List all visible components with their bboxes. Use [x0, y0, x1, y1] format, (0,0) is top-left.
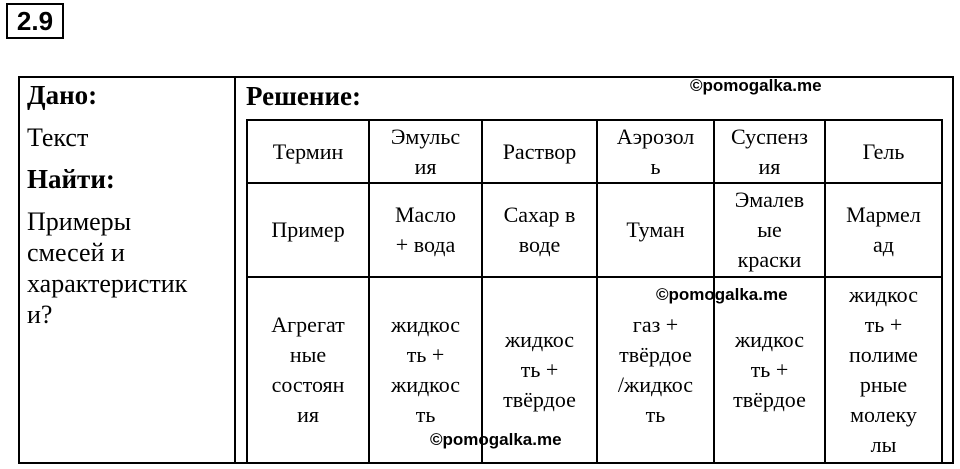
- table-cell: [482, 120, 597, 183]
- table-cell: [597, 183, 714, 277]
- cell-text-line: Эмалев: [734, 187, 805, 212]
- cell-text-line: воде: [518, 232, 561, 257]
- cell-text-line: краски: [737, 247, 802, 272]
- cell-text-line: ия: [297, 402, 319, 427]
- cell-text-line: ть +: [520, 357, 559, 382]
- cell-text-line: твёрдое: [619, 342, 692, 367]
- cell-text-line: Масло: [394, 202, 457, 227]
- table-row-aggregate-state: [247, 277, 942, 463]
- cell-text-line: жидкос: [504, 327, 575, 352]
- cell-text-line: Аэрозол: [616, 123, 695, 149]
- cell-text-line: состоян: [271, 372, 345, 397]
- cell-text-line: ные: [289, 342, 327, 367]
- table-cell: [714, 183, 825, 277]
- cell-text-line: Термин: [272, 138, 344, 164]
- cell-text-line: Туман: [626, 217, 685, 242]
- solution-label: Решение:: [246, 81, 361, 111]
- table-row-term: [247, 120, 942, 183]
- column-divider: [234, 76, 236, 464]
- table-cell: [825, 277, 942, 463]
- given-text: Текст: [27, 123, 89, 152]
- find-text-line: характеристик: [27, 269, 188, 298]
- watermark: ©pomogalka.me: [430, 430, 562, 449]
- table-row-example: [247, 183, 942, 277]
- find-text-line: и?: [27, 300, 53, 329]
- cell-text-line: Гель: [862, 138, 905, 164]
- table-cell: [482, 183, 597, 277]
- cell-text-line: жидкос: [734, 327, 804, 352]
- cell-text-line: Агрегат: [271, 312, 345, 337]
- table-cell: [597, 120, 714, 183]
- cell-text-line: рные: [859, 372, 908, 397]
- watermark: ©pomogalka.me: [656, 285, 788, 304]
- cell-text-line: газ +: [632, 312, 679, 337]
- cell-text-line: ть +: [864, 312, 903, 337]
- cell-text-line: ые: [757, 217, 782, 242]
- cell-text-line: Сахар в: [503, 202, 576, 227]
- cell-text-line: ть: [645, 402, 666, 427]
- cell-text-line: ия: [414, 153, 437, 179]
- cell-text-line: /жидкос: [617, 372, 694, 397]
- table-cell: [247, 120, 369, 183]
- cell-text-line: Эмульс: [390, 123, 461, 149]
- cell-text-line: ад: [872, 232, 894, 257]
- cell-text-line: жидкос: [391, 312, 461, 337]
- table-cell: [369, 183, 482, 277]
- cell-text-line: ть: [415, 402, 436, 427]
- find-text-line: смесей и: [27, 238, 125, 267]
- cell-text-line: лы: [870, 432, 897, 457]
- cell-text-line: полиме: [849, 342, 918, 367]
- given-label: Дано:: [27, 80, 98, 110]
- cell-text-line: твёрдое: [503, 387, 576, 412]
- cell-text-line: Пример: [271, 217, 345, 242]
- cell-text-line: твёрдое: [733, 387, 806, 412]
- table-cell: [714, 120, 825, 183]
- cell-text-line: Раствор: [502, 138, 577, 164]
- cell-text-line: Мармел: [846, 202, 921, 227]
- cell-text-line: ть +: [750, 357, 789, 382]
- given-find-column: [27, 80, 227, 330]
- table-cell: [247, 277, 369, 463]
- table-cell: [825, 120, 942, 183]
- cell-text-line: Суспенз: [731, 123, 808, 149]
- table-cell: [247, 183, 369, 277]
- cell-text-line: жидкос: [848, 282, 918, 307]
- cell-text-line: молеку: [850, 402, 917, 427]
- cell-text-line: ь: [650, 153, 661, 179]
- cell-text-line: жидкос: [391, 372, 461, 397]
- task-number: 2.9: [6, 3, 64, 39]
- find-text-line: Примеры: [27, 207, 132, 236]
- watermark: ©pomogalka.me: [690, 76, 822, 95]
- cell-text-line: ть +: [406, 342, 445, 367]
- mixtures-table: [246, 119, 943, 464]
- cell-text-line: + вода: [395, 232, 456, 257]
- cell-text-line: ия: [758, 153, 781, 179]
- table-cell: [825, 183, 942, 277]
- table-cell: [369, 120, 482, 183]
- find-label: Найти:: [27, 164, 115, 194]
